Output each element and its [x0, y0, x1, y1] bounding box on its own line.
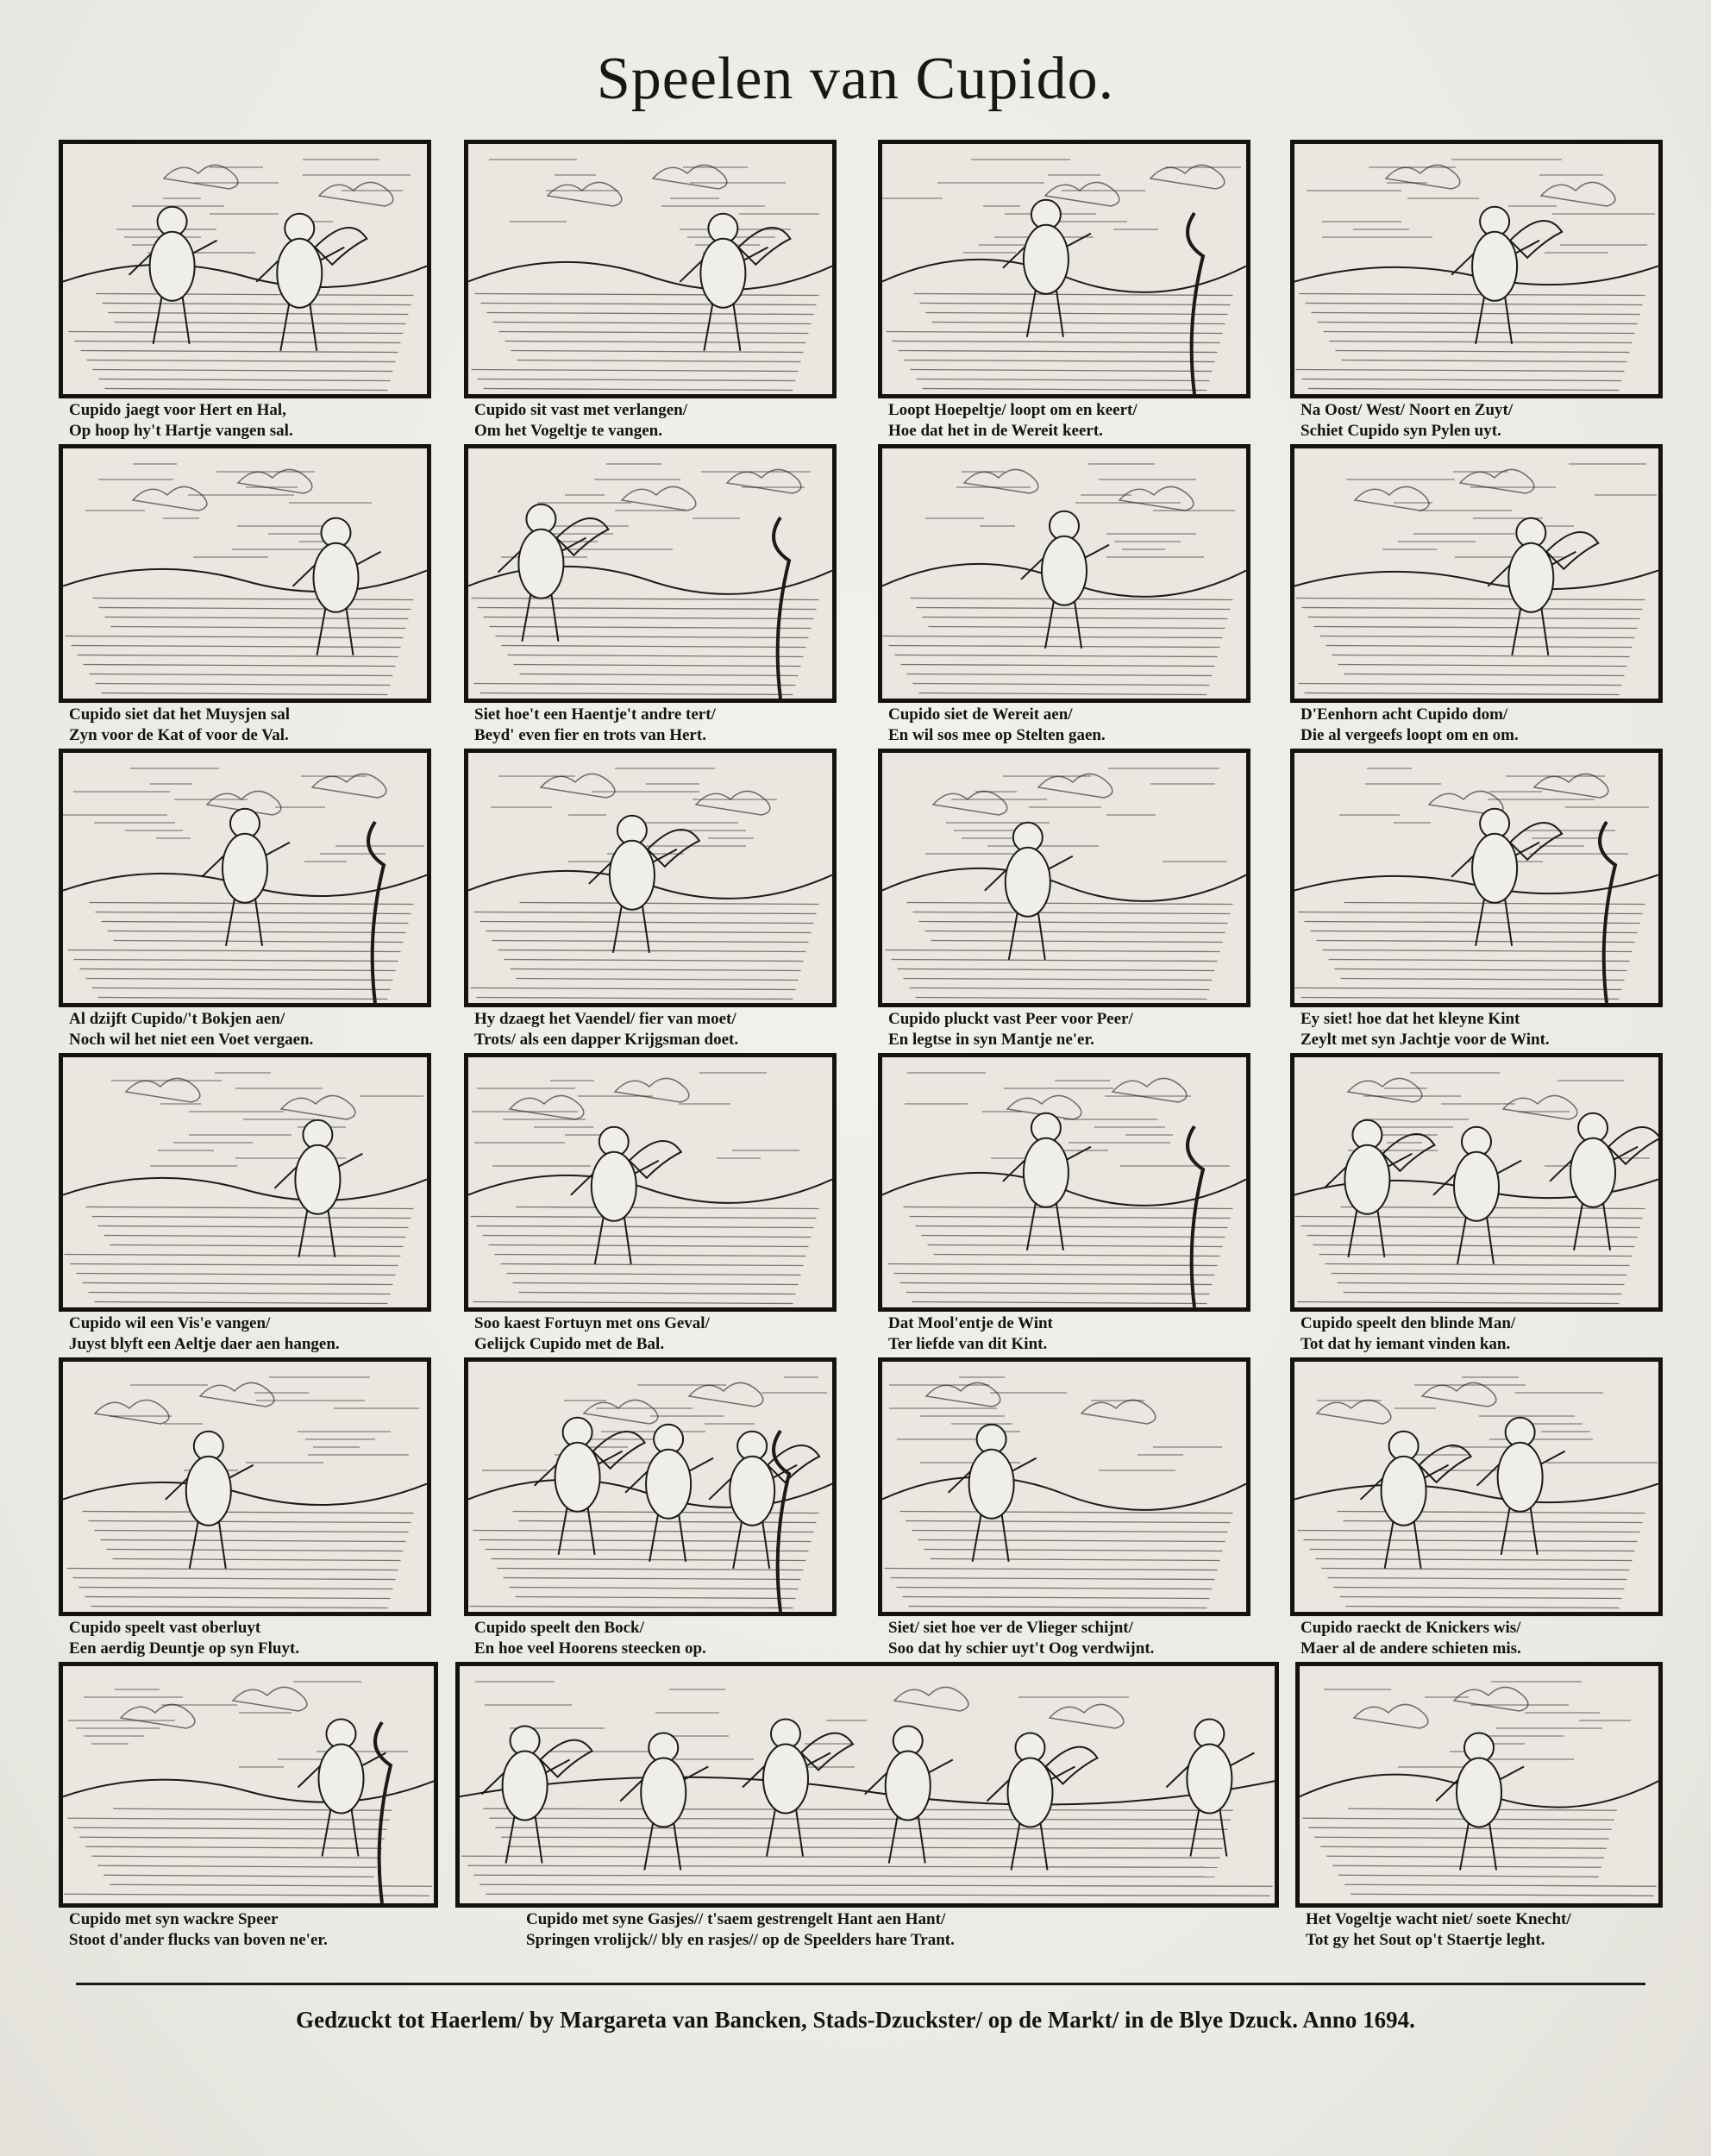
woodcut-panel	[878, 444, 1250, 748]
caption-line-1: Loopt Hoepeltje/ loopt om en keert/	[888, 401, 1138, 419]
panel-caption	[888, 1313, 1053, 1355]
woodcut-panel	[464, 1357, 837, 1661]
panel-caption	[69, 1909, 328, 1951]
woodcut-scene	[63, 144, 427, 394]
caption-line-1: Siet/ siet hoe ver de Vlieger schijnt/	[888, 1619, 1133, 1637]
woodcut-scene	[1294, 144, 1658, 394]
caption-line-2: Op hoop hy't Hartje vangen sal.	[69, 422, 293, 440]
panel-caption	[69, 1313, 340, 1355]
panel-caption	[888, 400, 1138, 442]
caption-line-1: Cupido speelt vast oberluyt	[69, 1619, 261, 1637]
caption-line-1: Na Oost/ West/ Noort en Zuyt/	[1300, 401, 1514, 419]
caption-line-1: Cupido siet de Wereit aen/	[888, 705, 1073, 724]
caption-line-2: Soo dat hy schier uyt't Oog verdwijnt.	[888, 1639, 1155, 1658]
caption-line-2: Trots/ als een dapper Krijgsman doet.	[474, 1031, 739, 1049]
caption-line-1: Cupido raeckt de Knickers wis/	[1300, 1619, 1521, 1637]
woodcut-panel	[1290, 1357, 1663, 1661]
woodcut-scene	[468, 753, 832, 1003]
caption-line-1: Hy dzaegt het Vaendel/ fier van moet/	[474, 1010, 736, 1028]
woodcut-panel	[59, 140, 431, 443]
woodcut-illustration	[59, 444, 431, 703]
woodcut-illustration	[878, 140, 1250, 398]
woodcut-illustration	[59, 1357, 431, 1616]
panel-caption	[69, 1618, 299, 1659]
woodcut-panel	[1290, 140, 1663, 443]
panel-caption	[888, 1009, 1133, 1050]
woodcut-illustration	[878, 1357, 1250, 1616]
caption-line-2: Springen vrolijck// bly en rasjes// op de Speelders hare Trant.	[526, 1931, 955, 1949]
woodcut-illustration	[1290, 140, 1663, 398]
panel-caption	[474, 400, 687, 442]
caption-line-2: Tot dat hy iemant vinden kan.	[1300, 1335, 1511, 1353]
caption-line-1: Cupido wil een Vis'e vangen/	[69, 1314, 271, 1332]
caption-line-1: Al dzijft Cupido/'t Bokjen aen/	[69, 1010, 285, 1028]
woodcut-illustration	[1290, 444, 1663, 703]
caption-line-1: Cupido pluckt vast Peer voor Peer/	[888, 1010, 1133, 1028]
panel-caption	[69, 400, 293, 442]
woodcut-illustration	[1290, 1357, 1663, 1616]
panel-caption	[888, 1618, 1154, 1659]
woodcut-panel	[1295, 1662, 1663, 1952]
panel-caption	[474, 705, 716, 746]
woodcut-illustration	[464, 1053, 837, 1312]
caption-line-2: Om het Vogeltje te vangen.	[474, 422, 662, 440]
caption-line-2: Juyst blyft een Aeltje daer aen hangen.	[69, 1335, 340, 1353]
woodcut-illustration	[59, 1662, 438, 1908]
woodcut-scene	[882, 1057, 1246, 1307]
woodcut-scene	[1294, 448, 1658, 699]
woodcut-scene	[63, 753, 427, 1003]
woodcut-scene	[63, 1362, 427, 1612]
caption-line-2: Maer al de andere schieten mis.	[1300, 1639, 1521, 1658]
woodcut-scene	[882, 448, 1246, 699]
caption-line-1: Ey siet! hoe dat het kleyne Kint	[1300, 1010, 1520, 1028]
woodcut-panel	[59, 1662, 438, 1952]
woodcut-panel	[464, 444, 837, 748]
woodcut-panel	[1290, 749, 1663, 1052]
woodcut-scene	[63, 448, 427, 699]
panel-caption	[1300, 1313, 1515, 1355]
caption-line-1: Cupido siet dat het Muysjen sal	[69, 705, 290, 724]
woodcut-scene	[468, 144, 832, 394]
caption-line-2: Gelijck Cupido met de Bal.	[474, 1335, 665, 1353]
woodcut-panel	[59, 749, 431, 1052]
caption-line-2: Een aerdig Deuntje op syn Fluyt.	[69, 1639, 300, 1658]
woodcut-illustration	[59, 749, 431, 1007]
woodcut-illustration	[878, 1053, 1250, 1312]
woodcut-scene	[882, 753, 1246, 1003]
caption-line-1: Het Vogeltje wacht niet/ soete Knecht/	[1306, 1910, 1571, 1928]
caption-line-1: Siet hoe't een Haentje't andre tert/	[474, 705, 716, 724]
woodcut-panel	[878, 749, 1250, 1052]
panel-caption	[474, 1009, 738, 1050]
woodcut-illustration	[1290, 1053, 1663, 1312]
woodcut-illustration	[878, 444, 1250, 703]
caption-line-2: En hoe veel Hoorens steecken op.	[474, 1639, 706, 1658]
woodcut-scene	[882, 1362, 1246, 1612]
woodcut-scene	[63, 1057, 427, 1307]
woodcut-scene	[882, 144, 1246, 394]
caption-line-2: Tot gy het Sout op't Staertje leght.	[1306, 1931, 1545, 1949]
woodcut-illustration	[59, 140, 431, 398]
woodcut-illustration	[464, 749, 837, 1007]
panel-caption	[474, 1313, 710, 1355]
caption-line-1: Cupido met syn wackre Speer	[69, 1910, 279, 1928]
caption-line-1: Cupido speelt den blinde Man/	[1300, 1314, 1516, 1332]
caption-line-2: Schiet Cupido syn Pylen uyt.	[1300, 422, 1501, 440]
caption-line-2: Hoe dat het in de Wereit keert.	[888, 422, 1103, 440]
caption-line-1: Cupido sit vast met verlangen/	[474, 401, 687, 419]
woodcut-illustration	[464, 140, 837, 398]
woodcut-scene	[1294, 1057, 1658, 1307]
woodcut-panel	[59, 444, 431, 748]
panel-caption	[69, 1009, 313, 1050]
woodcut-panel	[1290, 444, 1663, 748]
woodcut-scene	[468, 1057, 832, 1307]
caption-line-2: Zyn voor de Kat of voor de Val.	[69, 726, 289, 744]
woodcut-panel	[878, 1053, 1250, 1357]
woodcut-panel	[464, 140, 837, 443]
caption-line-2: Ter liefde van dit Kint.	[888, 1335, 1048, 1353]
woodcut-illustration	[878, 749, 1250, 1007]
caption-line-1: Cupido jaegt voor Hert en Hal,	[69, 401, 286, 419]
woodcut-scene	[1294, 1362, 1658, 1612]
woodcut-panel	[455, 1662, 1279, 1952]
panel-caption	[526, 1909, 955, 1951]
woodcut-panel	[59, 1053, 431, 1357]
caption-line-2: Noch wil het niet een Voet vergaen.	[69, 1031, 314, 1049]
woodcut-panel	[464, 1053, 837, 1357]
woodcut-scene	[468, 448, 832, 699]
caption-line-2: En wil sos mee op Stelten gaen.	[888, 726, 1106, 744]
woodcut-panel	[878, 140, 1250, 443]
woodcut-illustration	[464, 444, 837, 703]
woodcut-scene	[1300, 1666, 1658, 1903]
caption-line-1: Cupido met syne Gasjes// t'saem gestrengelt Hant aen Hant/	[526, 1910, 946, 1928]
caption-line-1: Dat Mool'entje de Wint	[888, 1314, 1053, 1332]
page-title: Speelen van Cupido.	[596, 46, 1115, 112]
panel-caption	[1306, 1909, 1571, 1951]
panel-caption	[69, 705, 290, 746]
panel-caption	[1300, 1009, 1550, 1050]
printer-imprint: Gedzuckt tot Haerlem/ by Margareta van Bancken, Stads-Dzuckster/ op de Markt/ in de Blye Dzuck. Anno 1694.	[296, 2007, 1415, 2033]
woodcut-scene	[468, 1362, 832, 1612]
woodcut-illustration	[1295, 1662, 1663, 1908]
woodcut-panel	[59, 1357, 431, 1661]
caption-line-2: Die al vergeefs loopt om en om.	[1300, 726, 1519, 744]
woodcut-panel	[464, 749, 837, 1052]
caption-line-1: Cupido speelt den Bock/	[474, 1619, 644, 1637]
woodcut-scene	[460, 1666, 1275, 1903]
panel-caption	[888, 705, 1106, 746]
panel-caption	[1300, 400, 1513, 442]
caption-line-2: Zeylt met syn Jachtje voor de Wint.	[1300, 1031, 1550, 1049]
woodcut-panel	[1290, 1053, 1663, 1357]
panel-caption	[1300, 705, 1519, 746]
caption-line-2: En legtse in syn Mantje ne'er.	[888, 1031, 1094, 1049]
woodcut-illustration	[59, 1053, 431, 1312]
panel-caption	[1300, 1618, 1521, 1659]
caption-line-1: Soo kaest Fortuyn met ons Geval/	[474, 1314, 710, 1332]
woodcut-panel	[878, 1357, 1250, 1661]
woodcut-illustration	[1290, 749, 1663, 1007]
caption-line-1: D'Eenhorn acht Cupido dom/	[1300, 705, 1508, 724]
woodcut-illustration	[455, 1662, 1279, 1908]
woodcut-scene	[63, 1666, 434, 1903]
caption-line-2: Stoot d'ander flucks van boven ne'er.	[69, 1931, 328, 1949]
woodcut-illustration	[464, 1357, 837, 1616]
panel-caption	[474, 1618, 706, 1659]
footer-rule	[76, 1983, 1645, 1985]
woodcut-scene	[1294, 753, 1658, 1003]
caption-line-2: Beyd' even fier en trots van Hert.	[474, 726, 706, 744]
